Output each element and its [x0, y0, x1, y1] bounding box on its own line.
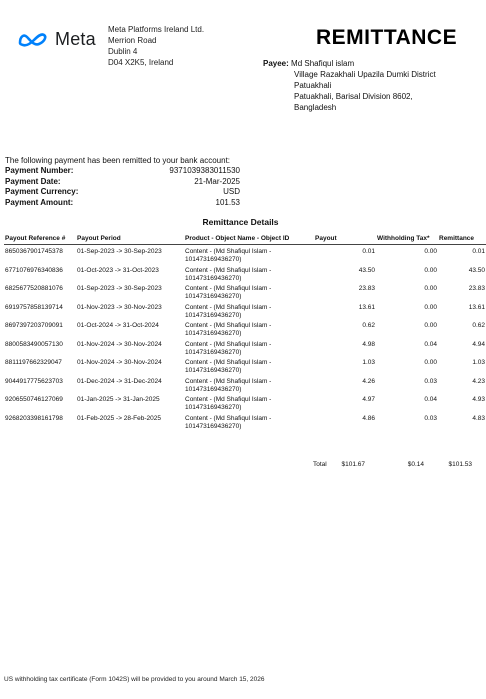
cell-period: 01-Nov-2024 -> 30-Nov-2024 [77, 359, 162, 366]
product-line: Content - (Md Shafiqul Islam - [185, 359, 272, 366]
cell-period: 01-Sep-2023 -> 30-Sep-2023 [77, 248, 162, 255]
cell-ref: 8650367901745378 [5, 248, 63, 255]
cell-payout: 13.61 [358, 303, 375, 311]
cell-payout: 4.86 [362, 414, 375, 422]
cell-ref: 6825677520881076 [5, 285, 63, 292]
cell-payout: 4.97 [362, 396, 375, 403]
cell-payout: 4.98 [362, 340, 375, 348]
cell-ref: 6919757858139714 [5, 303, 63, 311]
cell-remittance: 0.01 [472, 248, 485, 255]
cell-ref: 8811197662329047 [5, 359, 62, 366]
cell-tax: 0.04 [424, 396, 437, 403]
company-address-line: D04 X2K5, Ireland [108, 58, 174, 67]
total-remittance: $101.53 [448, 461, 472, 468]
cell-tax: 0.00 [424, 285, 437, 292]
summary-value: 9371039383011530 [169, 166, 240, 175]
meta-logo [17, 29, 96, 50]
cell-remittance: 0.62 [472, 322, 485, 329]
summary-label: Payment Amount: [5, 197, 74, 207]
cell-product [184, 285, 314, 304]
product-id-line: 101473169436270) [185, 311, 242, 319]
cell-ref: 8800583490057130 [5, 340, 63, 348]
payee-address-line: Patuakhali, Barisal Division 8602, [294, 92, 413, 101]
cell-payout: 0.01 [362, 248, 375, 255]
cell-payout: 0.62 [362, 322, 375, 329]
cell-period: 01-Feb-2025 -> 28-Feb-2025 [77, 414, 162, 422]
cell-remittance: 4.94 [472, 340, 485, 348]
cell-remittance: 43.50 [468, 266, 485, 274]
table-header-row [4, 234, 486, 245]
summary-value: 21-Mar-2025 [194, 176, 240, 186]
product-id-line: 101473169436270) [185, 256, 242, 263]
cell-tax: 0.00 [424, 266, 437, 274]
details-title: Remittance Details [202, 217, 279, 227]
cell-product [184, 267, 314, 286]
cell-remittance: 23.83 [468, 285, 485, 292]
table-row [4, 245, 486, 267]
col-header-product: Product - Object Name - Object ID [184, 234, 314, 245]
cell-product [184, 245, 314, 267]
brand-name: Meta [55, 29, 96, 49]
summary-row [5, 166, 240, 177]
meta-infinity-icon [17, 31, 51, 48]
product-id-line: 101473169436270) [185, 367, 242, 374]
payee-address-line: Village Razakhali Upazila Dumki District [294, 70, 436, 79]
table-row [4, 359, 486, 378]
cell-ref: 9044917775623703 [5, 377, 63, 385]
total-label: Total [313, 461, 327, 468]
product-id-line: 101473169436270) [185, 385, 242, 393]
cell-period: 01-Nov-2023 -> 30-Nov-2023 [77, 303, 162, 311]
cell-product [184, 378, 314, 397]
col-header-period: Payout Period [76, 234, 184, 245]
cell-period: 01-Oct-2023 -> 31-Oct-2023 [77, 266, 159, 274]
product-line: Content - (Md Shafiqul Islam - [185, 266, 272, 274]
cell-tax: 0.03 [424, 414, 437, 422]
cell-payout: 43.50 [358, 266, 375, 274]
cell-product [184, 415, 314, 434]
table-row [4, 322, 486, 341]
intro-text: The following payment has been remitted to your bank account: [5, 156, 231, 165]
remittance-table [4, 234, 486, 433]
payee-address-line: Patuakhali [294, 81, 332, 90]
document-title: REMITTANCE [316, 26, 458, 49]
table-row [4, 378, 486, 397]
summary-value: 101.53 [215, 197, 240, 207]
product-id-line: 101473169436270) [185, 330, 242, 337]
cell-period: 01-Jan-2025 -> 31-Jan-2025 [77, 396, 160, 403]
cell-tax: 0.00 [424, 322, 437, 329]
cell-remittance: 4.23 [472, 377, 485, 385]
payee-name: Md Shafiqul islam [291, 59, 355, 68]
cell-period: 01-Oct-2024 -> 31-Oct-2024 [77, 322, 159, 329]
cell-period: 01-Dec-2024 -> 31-Dec-2024 [77, 377, 162, 385]
total-payout: $101.67 [341, 461, 365, 468]
payment-summary [5, 166, 240, 208]
product-line: Content - (Md Shafiqul Islam - [185, 303, 272, 311]
cell-remittance: 13.61 [468, 303, 485, 311]
cell-payout: 4.26 [362, 377, 375, 385]
table-row [4, 396, 486, 415]
summary-label: Payment Currency: [5, 187, 79, 196]
summary-label: Payment Number: [5, 166, 74, 175]
cell-ref: 8697397203709091 [5, 322, 63, 329]
table-row [4, 341, 486, 360]
product-line: Content - (Md Shafiqul Islam - [185, 285, 272, 292]
footer-note: US withholding tax certificate (Form 1042S) will be provided to you around March 15, 2026 [4, 676, 265, 683]
col-header-payout: Payout [314, 234, 376, 245]
summary-value: USD [223, 187, 240, 196]
cell-remittance: 4.83 [472, 414, 485, 422]
product-line: Content - (Md Shafiqul Islam - [185, 248, 272, 255]
payee-address-line: Bangladesh [294, 103, 337, 112]
cell-remittance: 4.93 [472, 396, 485, 403]
product-id-line: 101473169436270) [185, 422, 242, 430]
company-address-line: Dublin 4 [108, 47, 138, 56]
product-line: Content - (Md Shafiqul Islam - [185, 340, 272, 348]
product-id-line: 101473169436270) [185, 404, 242, 411]
summary-row [5, 177, 240, 188]
product-line: Content - (Md Shafiqul Islam - [185, 396, 272, 403]
payee-label: Payee: [263, 59, 289, 68]
cell-tax: 0.00 [424, 248, 437, 255]
cell-tax: 0.03 [424, 377, 437, 385]
cell-ref: 9268203398161798 [5, 414, 63, 422]
cell-tax: 0.04 [424, 340, 437, 348]
product-id-line: 101473169436270) [185, 293, 242, 300]
col-header-tax: Withholding Tax* [376, 234, 438, 245]
col-header-remittance: Remittance [438, 234, 486, 245]
cell-product [184, 341, 314, 360]
company-address-line: Merrion Road [108, 36, 157, 45]
product-line: Content - (Md Shafiqul Islam - [185, 322, 272, 329]
cell-product [184, 359, 314, 378]
table-row [4, 267, 486, 286]
total-tax: $0.14 [407, 461, 424, 468]
cell-payout: 1.03 [362, 359, 375, 366]
payee-block [263, 58, 436, 113]
cell-tax: 0.00 [424, 359, 437, 366]
summary-row [5, 187, 240, 198]
cell-period: 01-Nov-2024 -> 30-Nov-2024 [77, 340, 162, 348]
cell-tax: 0.00 [424, 303, 437, 311]
cell-product [184, 322, 314, 341]
table-row [4, 415, 486, 434]
col-header-ref: Payout Reference # [4, 234, 76, 245]
table-row [4, 285, 486, 304]
product-line: Content - (Md Shafiqul Islam - [185, 414, 272, 422]
cell-remittance: 1.03 [472, 359, 485, 366]
product-id-line: 101473169436270) [185, 274, 242, 282]
cell-product [184, 304, 314, 323]
product-id-line: 101473169436270) [185, 348, 242, 356]
cell-product [184, 396, 314, 415]
summary-label: Payment Date: [5, 176, 61, 186]
cell-payout: 23.83 [358, 285, 375, 292]
company-address-line: Meta Platforms Ireland Ltd. [108, 25, 205, 34]
summary-row [5, 198, 240, 209]
cell-ref: 9206550746127069 [5, 396, 63, 403]
cell-ref: 6771076976340836 [5, 266, 63, 274]
product-line: Content - (Md Shafiqul Islam - [185, 377, 272, 385]
cell-period: 01-Sep-2023 -> 30-Sep-2023 [77, 285, 162, 292]
table-row [4, 304, 486, 323]
company-address [108, 24, 204, 68]
